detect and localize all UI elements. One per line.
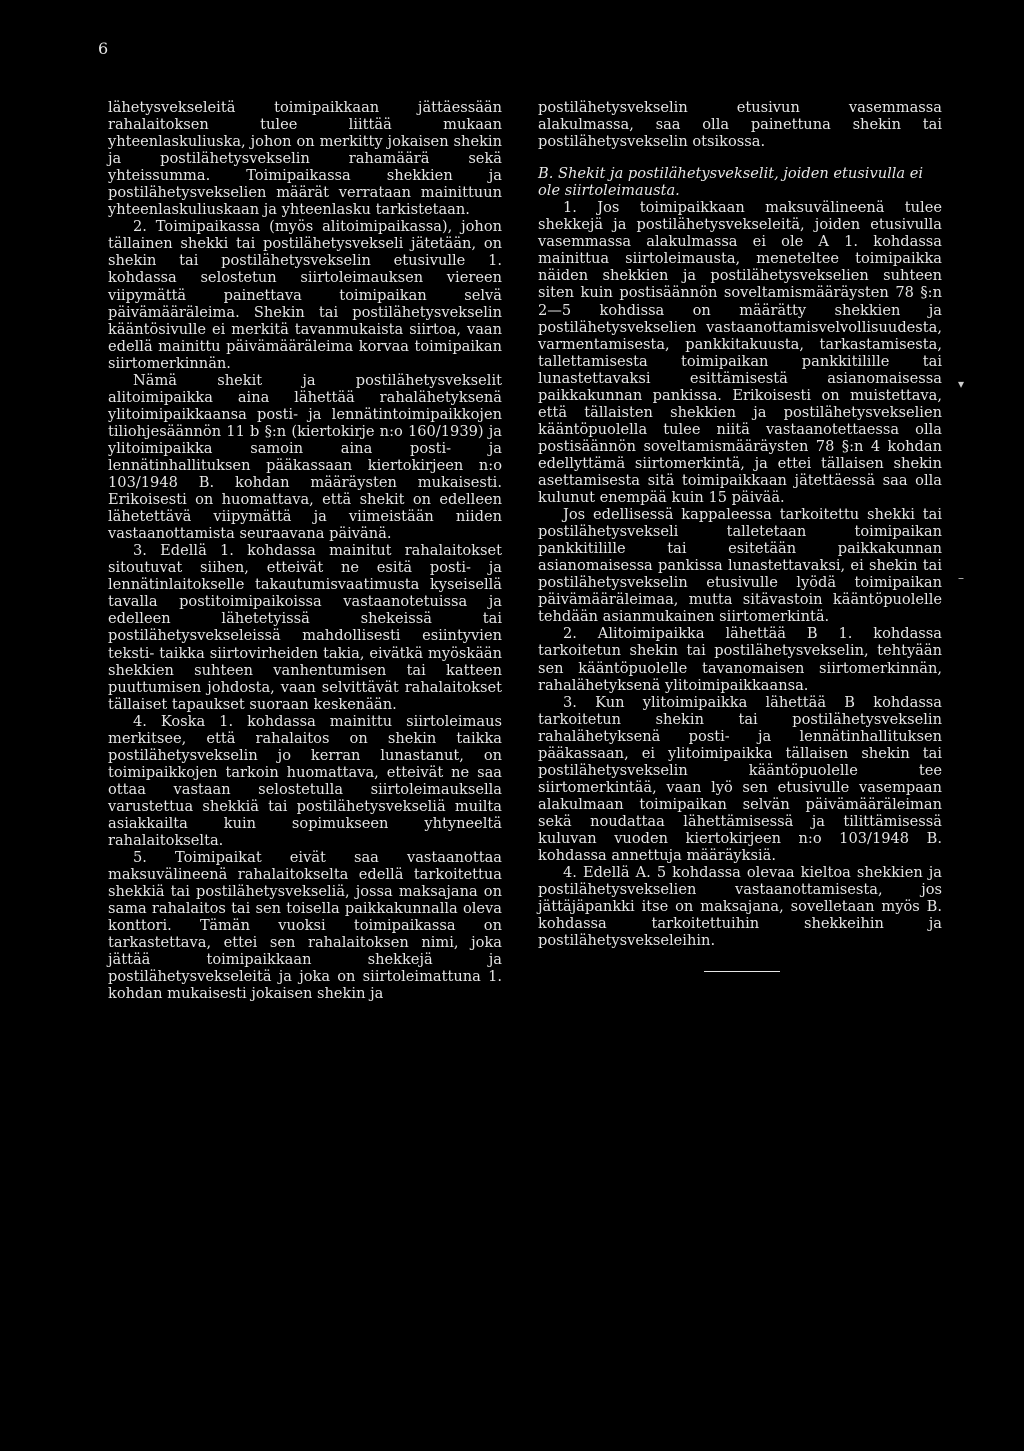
page-number: 6 [98, 39, 109, 58]
right-paragraph-item-b1: 1. Jos toimipaikkaan maksuvälineenä tulee shekkejä ja postilähetysvekseleitä, joiden etusivulla vasemmassa alakulmassa ei ole A 1. kohdassa mainittua siirtoleimausta, meneteltee toimipaikka näiden shekkien ja postilähetysvekselien suhteen siten kuin postisäännön soveltamismääräysten 78 §:n 2—5 kohdissa on määrätty shekkien ja postilähetysvekselien vastaanottamisvelvollisuudesta, varmentamisesta, pankkitakuusta, tarkastamisesta, tallettamisesta toimipaikan pankkitilille tai lunastettavaksi esittämisestä asianomaisessa paikkakunnan pankissa. Erikoisesti on muistettava, että tällaisten shekkien ja postilähetysvekselien kääntöpuolella tulee niitä vastaanotettaessa olla postisäännön soveltamismääräysten 78 §:n 4 kohdan edellyttämä siirtomerkintä, ja ettei tällaisen shekin asettamisesta sitä toimipaikkaan jätettäessä saa olla kulunut enempää kuin 15 päivää. [538, 199, 942, 507]
left-paragraph-item-3: 3. Edellä 1. kohdassa mainitut rahalaitokset sitoutuvat siihen, etteivät ne esitä posti- ja lennätinlaitokselle takautumisvaatimusta kyseisellä tavalla postitoimipaikoissa vastaanotetuissa ja edelleen lähetetyissä shekeissä tai postilähetysvekseleissä mahdollisesti esiintyvien teksti- taikka siirtovirheiden takia, eivätkä myöskään shekkien suhteen vanhentumisen tai katteen puuttumisen johdosta, vaan selvittävät rahalaitokset tällaiset tapaukset suoraan keskenään. [108, 542, 502, 713]
margin-mark-lower: – [958, 571, 964, 585]
left-paragraph-continuation: lähetysvekseleitä toimipaikkaan jättäessään rahalaitoksen tulee liittää mukaan yhteenlaskuliuska, johon on merkitty jokaisen shekin ja postilähetysvekselin rahamäärä sekä yhteissumma. Toimipaikassa shekkien ja postilähetysvekselien määrät verrataan mainittuun yhteenlaskuliuskaan ja yhteenlasku tarkistetaan. [108, 99, 502, 219]
left-paragraph-item-2-continued: Nämä shekit ja postilähetysvekselit alitoimipaikka aina lähettää rahalähetyksenä ylitoimipaikkaansa posti- ja lennätintoimipaikkojen tiliohjesäännön 11 b §:n (kiertokirje n:o 160/1939) ja ylitoimipaikka samoin aina posti- ja lennätinhallituksen pääkassaan kiertokirjeen n:o 103/1948 B. kohdan määräysten mukaisesti. Erikoisesti on huomattava, että shekit on edelleen lähetettävä viipymättä ja viimeistään niiden vastaanottamista seuraavana päivänä. [108, 371, 502, 543]
margin-mark-upper: ▾ [958, 377, 965, 391]
right-paragraph-item-b2: 2. Alitoimipaikka lähettää B 1. kohdassa tarkoitetun shekin tai postilähetysvekselin, tehtyään sen kääntöpuolelle tavanomaisen siirtomerkinnän, rahalähetyksenä ylitoimipaikkaansa. [538, 625, 942, 694]
left-column [108, 99, 502, 1002]
right-paragraph-item-b3: 3. Kun ylitoimipaikka lähettää B kohdassa tarkoitetun shekin tai postilähetysvekselin rahalähetyksenä posti- ja lennätinhallituksen pääkassaan, ei ylitoimipaikka tällaisen shekin tai postilähetysvekselin kääntöpuolelle tee siirtomerkintää, vaan lyö sen etusivulle vasempaan alakulmaan toimipaikan selvän päivämääräleiman sekä noudattaa lähettämisessä ja tilittämisessä kuluvan vuoden kiertokirjeen n:o 103/1948 B. kohdassa annettuja määräyksiä. [538, 693, 942, 865]
left-paragraph-item-5: 5. Toimipaikat eivät saa vastaanottaa maksuvälineenä rahalaitokselta edellä tarkoitettua shekkiä tai postilähetysvekseliä, jossa maksajana on sama rahalaitos tai sen toisella paikkakunnalla oleva konttori. Tämän vuoksi toimipaikassa on tarkastettava, ettei sen rahalaitoksen nimi, joka jättää toimipaikkaan shekkejä ja postilähetysvekseleitä ja joka on siirtoleimattuna 1. kohdan mukaisesti jokaisen shekin ja [108, 849, 502, 1003]
right-paragraph-item-b1-continued: Jos edellisessä kappaleessa tarkoitettu shekki tai postilähetysvekseli talletetaan toimipaikan pankkitilille tai esitetään paikkakunnan asianomaisessa pankissa lunastettavaksi, ei shekin tai postilähetysvekselin etusivulle lyödä toimipaikan päivämääräleimaa, mutta sitävastoin kääntöpuolelle tehdään asianmukainen siirtomerkintä. [538, 506, 942, 626]
left-paragraph-item-2: 2. Toimipaikassa (myös alitoimipaikassa), johon tällainen shekki tai postilähetysvekseli jätetään, on shekin tai postilähetysvekselin etusivulle 1. kohdassa selostetun siirtoleimauksen viereen viipymättä painettava toimipaikan selvä päivämääräleima. Shekin tai postilähetysvekselin kääntösivulle ei merkitä tavanmukaista siirtoa, vaan edellä mainittu päivämääräleima korvaa toimipaikan siirtomerkinnän. [108, 218, 502, 372]
left-paragraph-item-4: 4. Koska 1. kohdassa mainittu siirtoleimaus merkitsee, että rahalaitos on shekin taikka postilähetysvekselin jo kerran lunastanut, on toimipaikkojen tarkoin huomattava, etteivät ne saa ottaa vastaan selostetulla siirtoleimauksella varustettua shekkiä tai postilähetysvekseliä muilta asiakkailta kuin sopimukseen yhtyneeltä rahalaitokselta. [108, 712, 502, 850]
right-paragraph-continuation: postilähetysvekselin etusivun vasemmassa alakulmassa, saa olla painettuna shekin tai postilähetysvekselin otsikossa. [538, 99, 942, 151]
section-b-heading: B. Shekit ja postilähetysvekselit, joiden etusivulla ei ole siirtoleimausta. [538, 165, 924, 200]
right-column [538, 99, 942, 972]
section-spacer [538, 150, 942, 165]
right-paragraph-item-b4: 4. Edellä A. 5 kohdassa olevaa kieltoa shekkien ja postilähetysvekselien vastaanottamisesta, jos jättäjäpankki itse on maksajana, sovelletaan myös B. kohdassa tarkoitettuihin shekkeihin ja postilähetysvekseleihin. [538, 864, 942, 950]
end-rule [704, 971, 780, 972]
